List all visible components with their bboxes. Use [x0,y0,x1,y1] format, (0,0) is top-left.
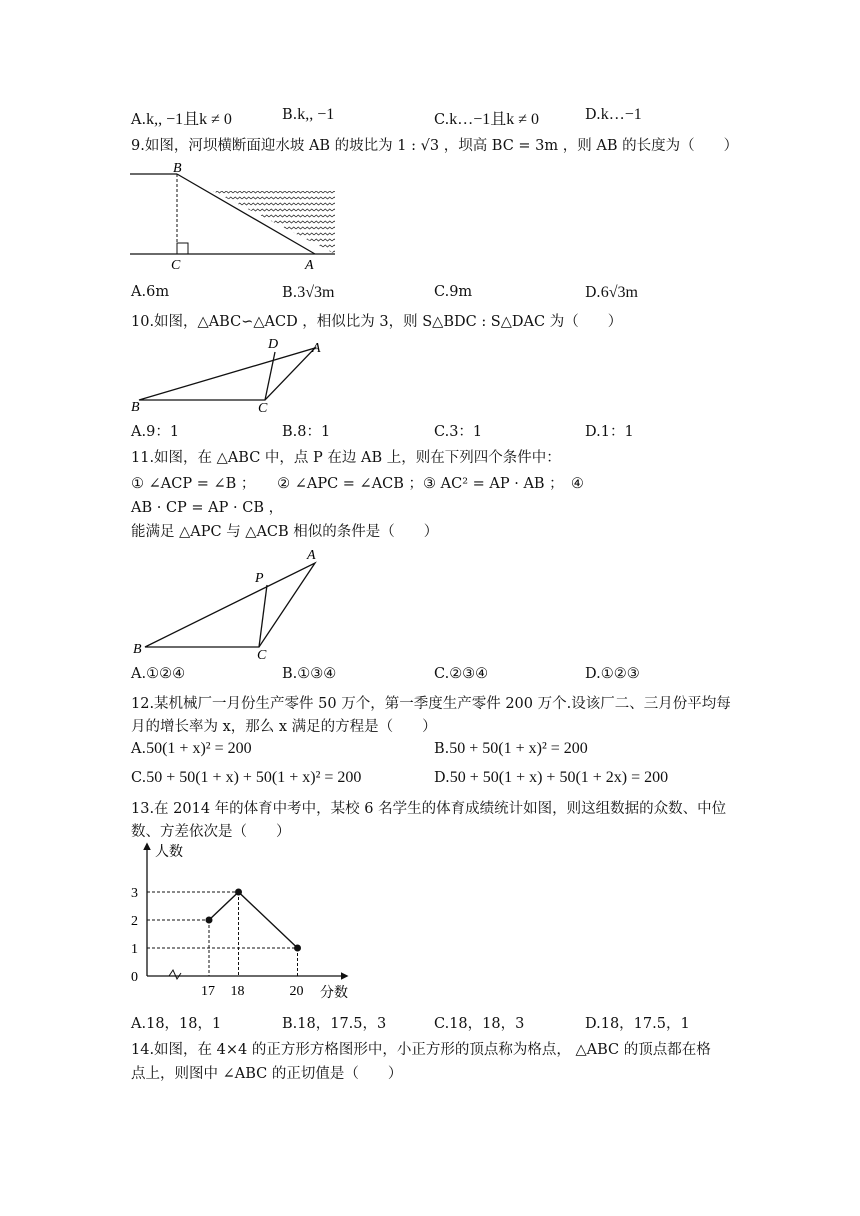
q10-stem: 10.如图，△ABC∽△ACD ，相似比为 3，则 S△BDC : S△DAC 为（ ） [131,314,623,330]
x-axis-label: 分数 [320,986,348,1001]
q11-option-a: A.①②④ [131,666,186,682]
triangle-abc [139,348,315,400]
q13-stem-line1: 13.在 2014 年的体育中考中，某校 6 名学生的体育成绩统计如图，则这组数据的众数、中位 [131,801,727,817]
y-tick-label: 1 [131,942,138,957]
q8-option-c: C.k…−1且k ≠ 0 [434,111,539,128]
q10-option-b: B.8：1 [282,424,331,440]
q9-option-a: A.6m [131,284,170,300]
q8-option-d: D.k…−1 [585,106,642,123]
q12-option-d: D.50 + 50(1 + x) + 50(1 + 2x) = 200 [434,769,669,786]
q10-option-a: A.9：1 [131,424,180,440]
axis-break [169,970,181,979]
y-tick-label: 0 [131,970,138,985]
q11-option-c: C.②③④ [434,666,489,682]
data-point [206,917,213,924]
q10-figure [125,334,335,414]
q14-stem-line2: 点上，则图中 ∠ABC 的正切值是（ ） [131,1066,403,1082]
label-a: A [305,258,314,272]
q13-option-c: C.18，18，3 [434,1016,525,1032]
q14-stem-line1: 14.如图，在 4×4 的正方形方格图形中，小正方形的顶点称为格点， △ABC 的顶点都在格 [131,1042,711,1058]
label-c: C [171,258,181,272]
label-b: B [173,161,182,176]
q13-stem-line2: 数、方差依次是（ ） [131,824,291,840]
label-p: P [255,571,264,586]
triangle-abc [145,563,315,647]
q12-option-c: C.50 + 50(1 + x) + 50(1 + x)² = 200 [131,769,362,786]
q10-option-c: C.3：1 [434,424,483,440]
x-tick-label: 18 [230,984,245,999]
label-a: A [307,548,316,563]
q9-option-c: C.9m [434,284,473,300]
q9-option-d: D.6√3m [585,284,638,301]
q12-option-a: A.50(1 + x)² = 200 [131,740,252,757]
data-point [294,945,301,952]
segment-cd [265,352,275,400]
q13-option-a: A.18，18，1 [131,1016,222,1032]
q12-stem-line2: 月的增长率为 x，那么 x 满足的方程是（ ） [131,719,437,735]
q10-option-d: D.1：1 [585,424,634,440]
x-tick-label: 20 [289,984,304,999]
y-tick-label: 2 [131,914,138,929]
q11-conditions-line1: ① ∠ACP = ∠B ； ② ∠APC = ∠ACB ；③ AC² = AP · AB ； ④ [131,476,584,492]
q12-option-b: B.50 + 50(1 + x)² = 200 [434,740,588,757]
y-tick-label: 3 [131,886,138,901]
data-point [235,889,242,896]
label-d: D [268,337,279,352]
q8-option-b: B.k,, −1 [282,106,335,123]
q8-option-a: A.k,, −1且k ≠ 0 [131,111,232,128]
label-c: C [258,401,268,414]
label-a: A [312,341,321,356]
q12-stem-line1: 12.某机械厂一月份生产零件 50 万个，第一季度生产零件 200 万个.设该厂二、三月份平均每 [131,696,731,712]
q11-option-d: D.①②③ [585,666,640,682]
y-axis-label: 人数 [155,845,183,860]
label-b: B [133,642,142,657]
label-b: B [131,400,140,414]
q9-stem: 9.如图，河坝横断面迎水坡 AB 的坡比为 1 : √3 ，坝高 BC = 3m ，则 AB 的长度为（ ） [131,138,739,154]
q11-question: 能满足 △APC 与 △ACB 相似的条件是（ ） [131,524,439,540]
q11-stem: 11.如图，在 △ABC 中，点 P 在边 AB 上，则在下列四个条件中： [131,450,561,466]
right-angle-mark [177,243,188,254]
q9-option-b: B.3√3m [282,284,335,301]
q11-conditions-line2: AB · CP = AP · CB ， [131,500,284,516]
q11-option-b: B.①③④ [282,666,337,682]
x-tick-label: 17 [201,984,215,999]
q13-chart [125,838,365,1008]
water-region [213,191,335,254]
q9-figure [125,160,345,272]
label-c: C [257,648,267,663]
q11-figure [125,543,335,663]
q13-option-d: D.18，17.5，1 [585,1016,690,1032]
q13-option-b: B.18，17.5，3 [282,1016,387,1032]
series-line [209,892,298,948]
